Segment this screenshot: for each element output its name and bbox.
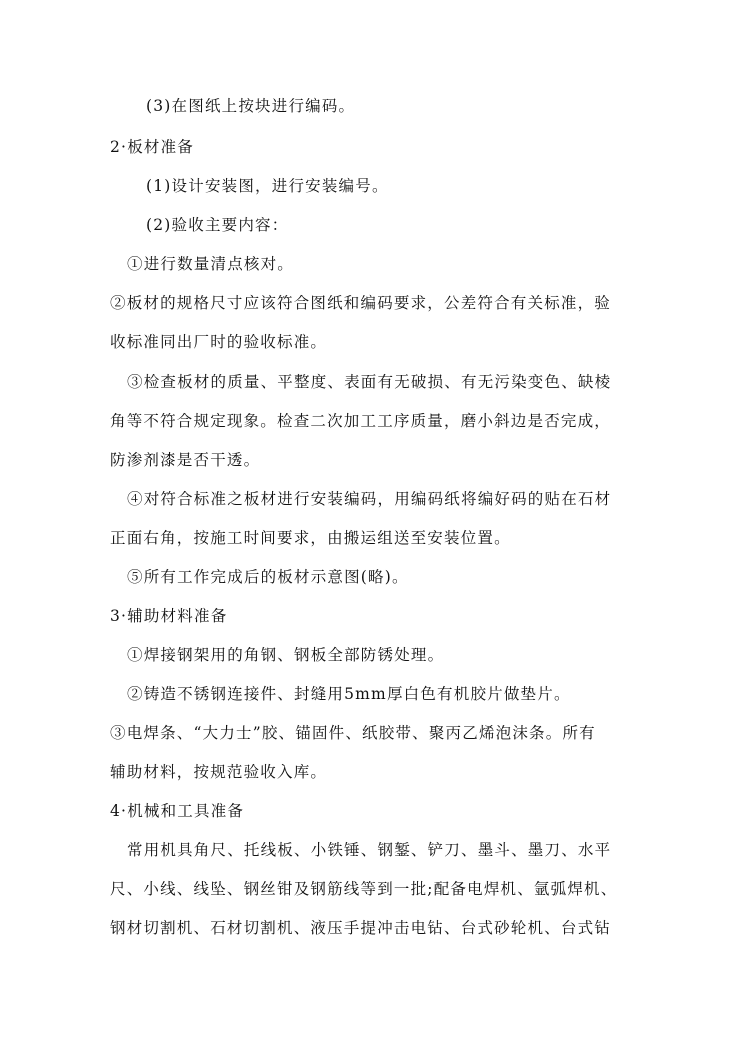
- text-line-22: 钢材切割机、石材切割机、液压手提冲击电钻、台式砂轮机、台式钻: [110, 919, 612, 937]
- text-line-4: (2)验收主要内容：: [146, 216, 289, 234]
- section-heading-2: 2·板材准备: [110, 138, 194, 156]
- text-line-10: 防渗剂漆是否干透。: [110, 451, 261, 469]
- text-line-3: (1)设计安装图，进行安装编号。: [146, 177, 389, 195]
- text-line-21: 尺、小线、线坠、钢丝钳及钢筋线等到一批;配备电焊机、氩弧焊机、: [110, 880, 618, 898]
- text-line-1: (3)在图纸上按块进行编码。: [146, 97, 356, 115]
- text-line-17: ③电焊条、“大力士”胶、锚固件、纸胶带、聚丙乙烯泡沫条。所有: [110, 724, 596, 742]
- text-line-6: ②板材的规格尺寸应该符合图纸和编码要求，公差符合有关标准，验: [110, 294, 612, 312]
- text-line-18: 辅助材料，按规范验收入库。: [110, 763, 328, 781]
- text-line-11: ④对符合标准之板材进行安装编码，用编码纸将编好码的贴在石材: [127, 490, 612, 508]
- text-line-7: 收标准同出厂时的验收标准。: [110, 333, 328, 351]
- text-line-5: ①进行数量清点核对。: [127, 255, 295, 273]
- section-heading-3: 3·辅助材料准备: [110, 607, 228, 625]
- text-line-12: 正面右角，按施工时间要求，由搬运组送至安装位置。: [110, 529, 511, 547]
- section-heading-4: 4·机械和工具准备: [110, 802, 245, 820]
- text-line-13: ⑤所有工作完成后的板材示意图(略)。: [127, 568, 409, 586]
- text-line-9: 角等不符合规定现象。检查二次加工工序质量，磨小斜边是否完成，: [110, 412, 612, 430]
- text-line-16: ②铸造不锈钢连接件、封缝用5mm厚白色有机胶片做垫片。: [127, 685, 571, 703]
- text-line-8: ③检查板材的质量、平整度、表面有无破损、有无污染变色、缺棱: [127, 373, 612, 391]
- text-line-15: ①焊接钢架用的角钢、钢板全部防锈处理。: [127, 646, 445, 664]
- text-line-20: 常用机具角尺、托线板、小铁锤、钢錾、铲刀、墨斗、墨刀、水平: [127, 841, 612, 859]
